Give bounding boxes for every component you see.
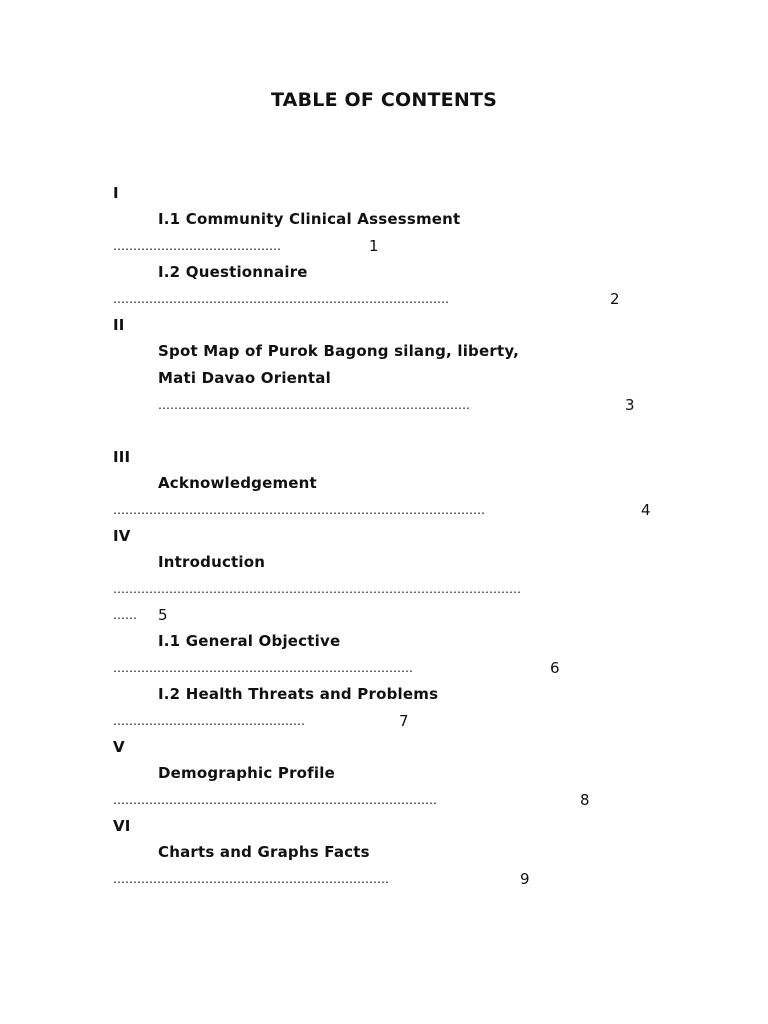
page-number: 6: [550, 659, 560, 677]
section-numeral-iv: IV: [113, 527, 131, 545]
page-number: 8: [580, 791, 590, 809]
section-numeral-i: I: [113, 184, 119, 202]
dot-leader: …………………………………………………………………: [113, 661, 413, 675]
section-numeral-v: V: [113, 738, 125, 756]
toc-entry-charts-graphs: Charts and Graphs Facts: [158, 843, 370, 861]
section-numeral-iii: III: [113, 448, 131, 466]
page-number: 9: [520, 870, 530, 888]
toc-entry-spot-map-line2: Mati Davao Oriental: [158, 369, 331, 387]
toc-entry-questionnaire: I.2 Questionnaire: [158, 263, 308, 281]
dot-leader: …………………………………………………………………………………………: [113, 582, 521, 596]
page-number: 7: [399, 712, 409, 730]
page-number: 4: [641, 501, 651, 519]
page-number: 2: [610, 290, 620, 308]
page-title: TABLE OF CONTENTS: [270, 89, 497, 111]
section-numeral-vi: VI: [113, 817, 131, 835]
toc-entry-demographic-profile: Demographic Profile: [158, 764, 335, 782]
page-number: 1: [369, 237, 379, 255]
dot-leader: ……………………………………………………………: [113, 872, 389, 886]
toc-entry-introduction: Introduction: [158, 553, 266, 571]
dot-leader-continued: ……: [113, 608, 137, 622]
dot-leader: ……………………………………: [113, 239, 281, 253]
dot-leader: ……………………………………………………………………: [158, 398, 470, 412]
page-number: 5: [158, 606, 168, 624]
toc-entry-health-threats: I.2 Health Threats and Problems: [158, 685, 439, 703]
toc-entry-acknowledgement: Acknowledgement: [158, 474, 317, 492]
toc-entry-community-clinical-assessment: I.1 Community Clinical Assessment: [158, 210, 461, 228]
dot-leader: …………………………………………………………………………………: [113, 503, 485, 517]
dot-leader: …………………………………………………………………………: [113, 292, 449, 306]
dot-leader: ………………………………………………………………………: [113, 793, 437, 807]
dot-leader: …………………………………………: [113, 714, 305, 728]
section-numeral-ii: II: [113, 316, 125, 334]
toc-entry-general-objective: I.1 General Objective: [158, 632, 341, 650]
page-number: 3: [625, 396, 635, 414]
toc-entry-spot-map-line1: Spot Map of Purok Bagong silang, liberty,: [158, 342, 520, 360]
